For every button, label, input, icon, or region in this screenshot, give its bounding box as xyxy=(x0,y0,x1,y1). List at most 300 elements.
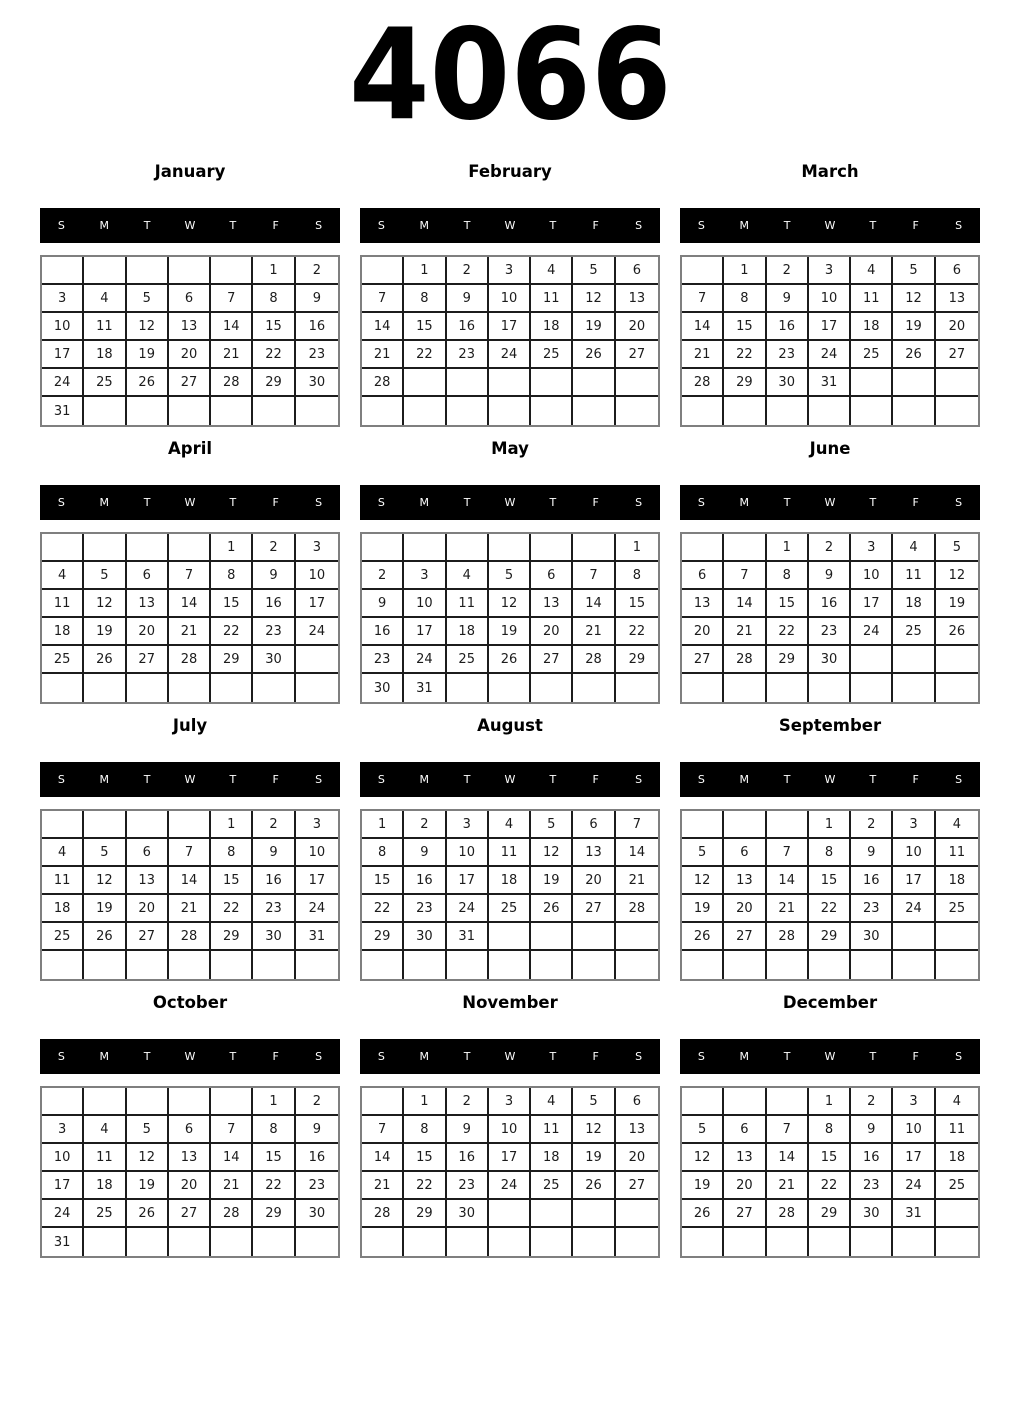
weekday-label: M xyxy=(99,773,110,786)
day-cell: 26 xyxy=(531,895,573,923)
day-cell: 9 xyxy=(253,562,295,590)
day-cell: 4 xyxy=(489,811,531,839)
day-cell xyxy=(404,534,446,562)
weekday-label: T xyxy=(783,219,791,232)
weekday-label: W xyxy=(504,219,516,232)
day-cell: 21 xyxy=(211,1172,253,1200)
day-cell: 24 xyxy=(42,1200,84,1228)
day-cell: 25 xyxy=(936,1172,978,1200)
day-cell xyxy=(616,397,658,425)
day-cell: 13 xyxy=(724,1144,766,1172)
day-cell: 8 xyxy=(362,839,404,867)
day-cell: 21 xyxy=(362,341,404,369)
day-grid xyxy=(680,532,980,704)
day-cell: 10 xyxy=(42,313,84,341)
day-cell: 5 xyxy=(127,1116,169,1144)
day-cell: 30 xyxy=(851,923,893,951)
day-cell xyxy=(169,951,211,979)
day-cell xyxy=(936,951,978,979)
day-cell: 9 xyxy=(253,839,295,867)
day-cell xyxy=(84,1228,126,1256)
day-cell xyxy=(767,674,809,702)
day-cell xyxy=(489,369,531,397)
day-cell: 29 xyxy=(211,646,253,674)
weekday-label: T xyxy=(143,1050,151,1063)
day-cell xyxy=(724,397,766,425)
day-cell: 20 xyxy=(127,895,169,923)
day-cell: 9 xyxy=(767,285,809,313)
day-cell xyxy=(936,1228,978,1256)
day-cell xyxy=(851,397,893,425)
day-cell xyxy=(616,923,658,951)
day-cell: 7 xyxy=(767,1116,809,1144)
day-cell xyxy=(573,951,615,979)
weekday-label: S xyxy=(955,1050,963,1063)
month-april xyxy=(40,437,340,704)
day-cell: 4 xyxy=(447,562,489,590)
day-cell: 15 xyxy=(809,867,851,895)
day-cell: 24 xyxy=(893,1172,935,1200)
day-cell: 19 xyxy=(682,895,724,923)
day-cell xyxy=(851,369,893,397)
weekday-label: F xyxy=(592,219,599,232)
weekday-label: W xyxy=(504,496,516,509)
day-cell: 18 xyxy=(84,1172,126,1200)
day-cell xyxy=(489,1228,531,1256)
day-cell: 10 xyxy=(851,562,893,590)
weekday-header-row xyxy=(40,208,340,243)
day-cell: 9 xyxy=(447,1116,489,1144)
day-cell: 20 xyxy=(531,618,573,646)
day-cell xyxy=(936,1200,978,1228)
day-cell: 16 xyxy=(851,1144,893,1172)
day-cell: 2 xyxy=(447,257,489,285)
day-cell: 14 xyxy=(767,1144,809,1172)
day-cell: 8 xyxy=(404,1116,446,1144)
day-cell: 19 xyxy=(682,1172,724,1200)
day-cell: 8 xyxy=(211,562,253,590)
month-july xyxy=(40,714,340,981)
day-cell: 16 xyxy=(404,867,446,895)
day-cell: 23 xyxy=(767,341,809,369)
weekday-label: S xyxy=(955,219,963,232)
day-cell: 22 xyxy=(362,895,404,923)
day-cell: 3 xyxy=(296,534,338,562)
day-cell xyxy=(42,811,84,839)
day-cell xyxy=(767,951,809,979)
day-cell: 29 xyxy=(767,646,809,674)
day-cell xyxy=(573,397,615,425)
day-cell: 8 xyxy=(809,839,851,867)
day-cell: 2 xyxy=(851,1088,893,1116)
day-cell: 20 xyxy=(127,618,169,646)
day-cell: 29 xyxy=(809,1200,851,1228)
day-cell: 19 xyxy=(573,1144,615,1172)
weekday-label: S xyxy=(955,773,963,786)
day-cell: 26 xyxy=(893,341,935,369)
day-cell: 6 xyxy=(936,257,978,285)
weekday-label: T xyxy=(143,496,151,509)
day-cell xyxy=(84,811,126,839)
weekday-label: F xyxy=(912,773,919,786)
day-cell xyxy=(767,1228,809,1256)
day-cell: 5 xyxy=(682,1116,724,1144)
weekday-label: T xyxy=(783,773,791,786)
day-cell: 3 xyxy=(851,534,893,562)
day-cell xyxy=(809,1228,851,1256)
day-cell: 28 xyxy=(767,923,809,951)
day-cell: 4 xyxy=(531,1088,573,1116)
day-cell xyxy=(84,951,126,979)
day-grid xyxy=(360,1086,660,1258)
day-cell: 12 xyxy=(127,313,169,341)
day-cell xyxy=(851,1228,893,1256)
day-cell: 11 xyxy=(531,285,573,313)
day-cell: 6 xyxy=(531,562,573,590)
day-cell: 27 xyxy=(682,646,724,674)
day-cell: 21 xyxy=(616,867,658,895)
month-march xyxy=(680,160,980,427)
day-cell: 14 xyxy=(169,590,211,618)
month-november xyxy=(360,991,660,1258)
day-cell: 15 xyxy=(253,1144,295,1172)
weekday-label: F xyxy=(592,1050,599,1063)
day-cell xyxy=(682,1088,724,1116)
day-cell xyxy=(296,1228,338,1256)
weekday-label: W xyxy=(184,496,196,509)
month-title: February xyxy=(468,162,552,181)
day-cell xyxy=(531,397,573,425)
day-cell: 16 xyxy=(447,1144,489,1172)
day-cell: 9 xyxy=(851,839,893,867)
day-cell: 16 xyxy=(767,313,809,341)
weekday-label: F xyxy=(272,1050,279,1063)
day-cell: 17 xyxy=(893,867,935,895)
day-cell xyxy=(616,674,658,702)
weekday-label: T xyxy=(869,1050,877,1063)
day-cell: 17 xyxy=(809,313,851,341)
day-cell: 30 xyxy=(296,1200,338,1228)
day-cell: 26 xyxy=(127,1200,169,1228)
day-cell xyxy=(893,646,935,674)
day-cell: 22 xyxy=(253,1172,295,1200)
day-cell: 5 xyxy=(936,534,978,562)
day-cell: 11 xyxy=(84,1144,126,1172)
day-cell: 4 xyxy=(531,257,573,285)
day-cell xyxy=(682,534,724,562)
day-cell xyxy=(296,397,338,425)
day-cell: 28 xyxy=(169,923,211,951)
day-cell: 28 xyxy=(211,1200,253,1228)
day-cell: 4 xyxy=(42,562,84,590)
weekday-label: S xyxy=(377,1050,385,1063)
weekday-label: S xyxy=(315,219,323,232)
month-title: August xyxy=(477,716,543,735)
month-title: January xyxy=(154,162,226,181)
day-cell: 2 xyxy=(809,534,851,562)
day-cell: 6 xyxy=(169,1116,211,1144)
day-cell: 15 xyxy=(724,313,766,341)
day-cell xyxy=(893,951,935,979)
day-cell xyxy=(42,951,84,979)
day-cell: 25 xyxy=(936,895,978,923)
day-cell: 2 xyxy=(447,1088,489,1116)
weekday-label: W xyxy=(184,773,196,786)
weekday-label: S xyxy=(377,773,385,786)
day-cell xyxy=(84,257,126,285)
day-cell: 29 xyxy=(253,369,295,397)
day-cell: 11 xyxy=(42,590,84,618)
day-cell: 12 xyxy=(682,867,724,895)
day-cell: 10 xyxy=(42,1144,84,1172)
day-cell xyxy=(724,1228,766,1256)
day-cell xyxy=(936,674,978,702)
day-cell: 8 xyxy=(253,285,295,313)
day-cell: 30 xyxy=(253,646,295,674)
day-cell xyxy=(362,534,404,562)
day-cell: 5 xyxy=(489,562,531,590)
day-cell: 24 xyxy=(893,895,935,923)
day-cell xyxy=(936,923,978,951)
day-cell: 6 xyxy=(573,811,615,839)
weekday-header-row xyxy=(360,1039,660,1074)
day-cell: 23 xyxy=(809,618,851,646)
day-cell: 9 xyxy=(404,839,446,867)
day-cell: 5 xyxy=(84,562,126,590)
day-cell xyxy=(767,397,809,425)
weekday-label: W xyxy=(184,1050,196,1063)
weekday-label: F xyxy=(272,773,279,786)
day-cell: 5 xyxy=(682,839,724,867)
weekday-label: S xyxy=(635,496,643,509)
day-cell: 21 xyxy=(767,895,809,923)
day-cell: 3 xyxy=(42,1116,84,1144)
weekday-header-row xyxy=(680,208,980,243)
day-cell: 11 xyxy=(447,590,489,618)
day-cell: 18 xyxy=(531,313,573,341)
day-cell: 19 xyxy=(573,313,615,341)
day-cell: 20 xyxy=(936,313,978,341)
day-cell: 7 xyxy=(682,285,724,313)
day-cell: 30 xyxy=(851,1200,893,1228)
day-cell: 15 xyxy=(616,590,658,618)
day-cell xyxy=(84,1088,126,1116)
month-august xyxy=(360,714,660,981)
day-cell: 3 xyxy=(489,1088,531,1116)
day-cell: 21 xyxy=(724,618,766,646)
day-cell xyxy=(682,674,724,702)
day-cell: 25 xyxy=(489,895,531,923)
day-cell: 11 xyxy=(851,285,893,313)
day-cell: 27 xyxy=(169,369,211,397)
day-cell: 4 xyxy=(936,811,978,839)
day-cell: 24 xyxy=(809,341,851,369)
day-cell: 17 xyxy=(447,867,489,895)
day-cell: 1 xyxy=(404,257,446,285)
weekday-label: S xyxy=(57,496,65,509)
day-cell: 27 xyxy=(531,646,573,674)
weekday-label: W xyxy=(504,773,516,786)
weekday-label: T xyxy=(143,773,151,786)
day-cell: 25 xyxy=(531,1172,573,1200)
months-grid xyxy=(0,160,1020,1258)
day-cell xyxy=(682,257,724,285)
day-cell xyxy=(851,646,893,674)
day-cell: 29 xyxy=(362,923,404,951)
day-cell: 15 xyxy=(211,867,253,895)
day-cell: 7 xyxy=(169,562,211,590)
day-cell: 23 xyxy=(253,895,295,923)
day-cell xyxy=(489,674,531,702)
day-cell xyxy=(893,397,935,425)
day-cell: 15 xyxy=(809,1144,851,1172)
day-cell: 19 xyxy=(893,313,935,341)
day-cell xyxy=(682,1228,724,1256)
weekday-label: S xyxy=(697,773,705,786)
weekday-label: T xyxy=(549,496,557,509)
day-cell: 14 xyxy=(767,867,809,895)
weekday-label: M xyxy=(739,496,750,509)
weekday-label: F xyxy=(912,496,919,509)
day-cell xyxy=(404,369,446,397)
year-text: 4066 xyxy=(348,1,672,148)
day-cell xyxy=(169,811,211,839)
day-cell: 6 xyxy=(127,562,169,590)
weekday-label: W xyxy=(824,1050,836,1063)
day-cell: 5 xyxy=(84,839,126,867)
day-cell xyxy=(127,1088,169,1116)
day-grid xyxy=(680,1086,980,1258)
weekday-label: T xyxy=(783,496,791,509)
day-cell: 14 xyxy=(169,867,211,895)
day-cell xyxy=(127,257,169,285)
day-cell: 7 xyxy=(767,839,809,867)
day-cell xyxy=(616,1200,658,1228)
month-title: September xyxy=(778,716,882,735)
day-cell: 1 xyxy=(404,1088,446,1116)
day-cell: 19 xyxy=(127,341,169,369)
day-cell xyxy=(936,397,978,425)
day-cell: 17 xyxy=(404,618,446,646)
day-cell xyxy=(253,1228,295,1256)
day-cell: 10 xyxy=(809,285,851,313)
day-cell: 23 xyxy=(447,341,489,369)
day-cell: 25 xyxy=(84,1200,126,1228)
day-cell: 28 xyxy=(573,646,615,674)
month-february xyxy=(360,160,660,427)
day-cell: 19 xyxy=(936,590,978,618)
day-cell: 3 xyxy=(489,257,531,285)
day-cell: 3 xyxy=(809,257,851,285)
day-cell xyxy=(127,811,169,839)
day-cell xyxy=(724,534,766,562)
day-cell: 14 xyxy=(573,590,615,618)
weekday-label: M xyxy=(419,496,430,509)
weekday-label: W xyxy=(504,1050,516,1063)
weekday-label: M xyxy=(419,1050,430,1063)
day-cell: 18 xyxy=(936,1144,978,1172)
day-cell: 11 xyxy=(936,839,978,867)
weekday-label: M xyxy=(99,1050,110,1063)
day-grid xyxy=(360,809,660,981)
day-cell xyxy=(362,1088,404,1116)
day-cell: 7 xyxy=(211,1116,253,1144)
day-cell: 1 xyxy=(211,811,253,839)
day-cell: 2 xyxy=(296,257,338,285)
day-cell xyxy=(404,397,446,425)
weekday-label: T xyxy=(143,219,151,232)
day-cell: 26 xyxy=(573,341,615,369)
day-cell: 18 xyxy=(42,618,84,646)
day-cell: 16 xyxy=(447,313,489,341)
day-cell: 16 xyxy=(362,618,404,646)
day-cell: 19 xyxy=(127,1172,169,1200)
day-cell: 23 xyxy=(851,895,893,923)
day-cell xyxy=(809,674,851,702)
day-cell: 31 xyxy=(42,1228,84,1256)
day-cell: 17 xyxy=(851,590,893,618)
weekday-label: S xyxy=(57,773,65,786)
day-cell xyxy=(616,1228,658,1256)
month-title: December xyxy=(782,993,878,1012)
day-cell: 10 xyxy=(447,839,489,867)
day-cell: 7 xyxy=(724,562,766,590)
day-cell: 10 xyxy=(893,839,935,867)
day-cell xyxy=(253,674,295,702)
weekday-label: T xyxy=(463,219,471,232)
day-cell: 14 xyxy=(682,313,724,341)
day-cell xyxy=(573,674,615,702)
day-cell: 11 xyxy=(936,1116,978,1144)
day-cell: 13 xyxy=(616,1116,658,1144)
day-cell xyxy=(404,1228,446,1256)
day-cell xyxy=(851,951,893,979)
day-cell: 18 xyxy=(531,1144,573,1172)
day-cell: 12 xyxy=(127,1144,169,1172)
day-cell xyxy=(531,951,573,979)
day-cell: 9 xyxy=(362,590,404,618)
day-cell xyxy=(127,534,169,562)
day-cell: 8 xyxy=(724,285,766,313)
day-cell: 26 xyxy=(127,369,169,397)
weekday-label: T xyxy=(869,219,877,232)
day-cell: 28 xyxy=(724,646,766,674)
day-cell xyxy=(127,951,169,979)
day-cell: 21 xyxy=(682,341,724,369)
day-cell: 19 xyxy=(84,618,126,646)
weekday-label: T xyxy=(229,1050,237,1063)
day-cell: 31 xyxy=(296,923,338,951)
day-cell: 20 xyxy=(169,1172,211,1200)
day-cell xyxy=(296,951,338,979)
day-cell xyxy=(169,1088,211,1116)
day-cell: 26 xyxy=(682,1200,724,1228)
day-cell: 30 xyxy=(809,646,851,674)
day-cell: 25 xyxy=(893,618,935,646)
weekday-label: W xyxy=(824,496,836,509)
day-cell: 18 xyxy=(489,867,531,895)
day-cell: 21 xyxy=(211,341,253,369)
day-cell: 23 xyxy=(296,341,338,369)
day-cell: 28 xyxy=(616,895,658,923)
weekday-label: M xyxy=(739,1050,750,1063)
day-cell: 5 xyxy=(127,285,169,313)
day-cell xyxy=(724,811,766,839)
weekday-label: M xyxy=(419,773,430,786)
weekday-label: F xyxy=(592,496,599,509)
day-cell: 27 xyxy=(724,1200,766,1228)
day-cell: 6 xyxy=(724,839,766,867)
